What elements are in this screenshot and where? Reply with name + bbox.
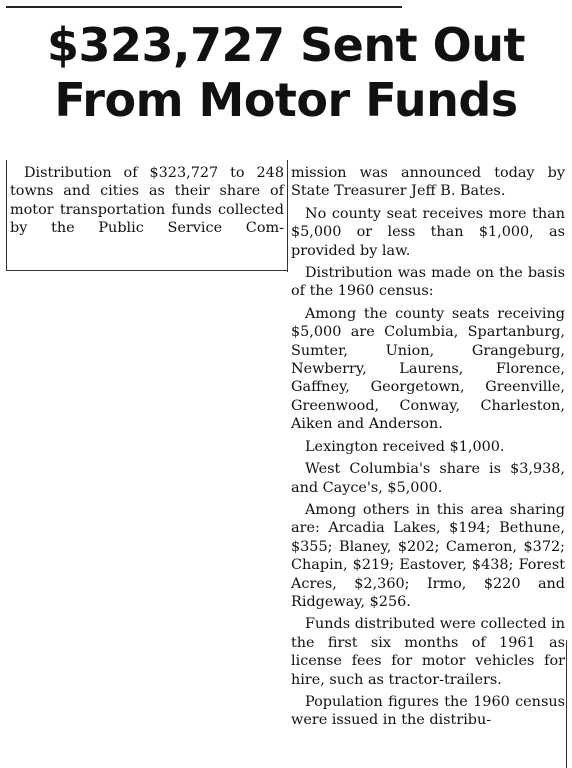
headline-line-2: From Motor Funds xyxy=(54,73,518,127)
article-column-1 xyxy=(10,164,284,242)
column-rule-left xyxy=(6,160,7,270)
column-rule-middle xyxy=(287,160,288,272)
paragraph-funds-collected: Funds distributed were collected in the first six months of 1961 as license fees for motor vehicles for hire, such as tractor-trailers. xyxy=(291,616,565,688)
headline xyxy=(8,18,564,128)
headline-line-1: $323,727 Sent Out xyxy=(47,18,525,72)
article-column-2 xyxy=(291,164,565,734)
paragraph-county-seat-limits: No county seat receives more than $5,000 or less than $1,000, as provided by law. xyxy=(291,205,565,259)
paragraph-lexington: Lexington received $1,000. xyxy=(305,438,505,455)
column-rule-bottom xyxy=(6,270,288,271)
paragraph-area-sharing: Among others in this area sharing are: Arcadia Lakes, $194; Bethune, $355; Blaney, $202; Cameron, $372; Chapin, $219; Eastover, $438; Forest Acres, $2,360; Irmo, $220 and Ridgeway, $256. xyxy=(291,501,565,610)
paragraph-1: Distribution of $323,727 to 248 towns and cities as their share of motor transportation funds collected by the Public Service Com- xyxy=(10,165,284,237)
paragraph-west-columbia: West Columbia's share is $3,938, and Cayce's, $5,000. xyxy=(291,461,565,496)
paragraph-census-basis: Distribution was made on the basis of the 1960 census: xyxy=(291,265,565,300)
column-rule-right xyxy=(566,640,567,768)
paragraph-continued: mission was announced today by State Treasurer Jeff B. Bates. xyxy=(291,165,565,200)
paragraph-county-seats-5000: Among the county seats receiving $5,000 are Columbia, Spartanburg, Sumter, Union, Grangeburg, Newberry, Laurens, Florence, Gaffney, Georgetown, Greenville, Greenwood, Conway, Charleston, Aiken and Anderson. xyxy=(291,305,565,433)
top-rule xyxy=(6,6,402,8)
paragraph-population-figures: Population figures the 1960 census were issued in the distribu- xyxy=(291,693,565,729)
